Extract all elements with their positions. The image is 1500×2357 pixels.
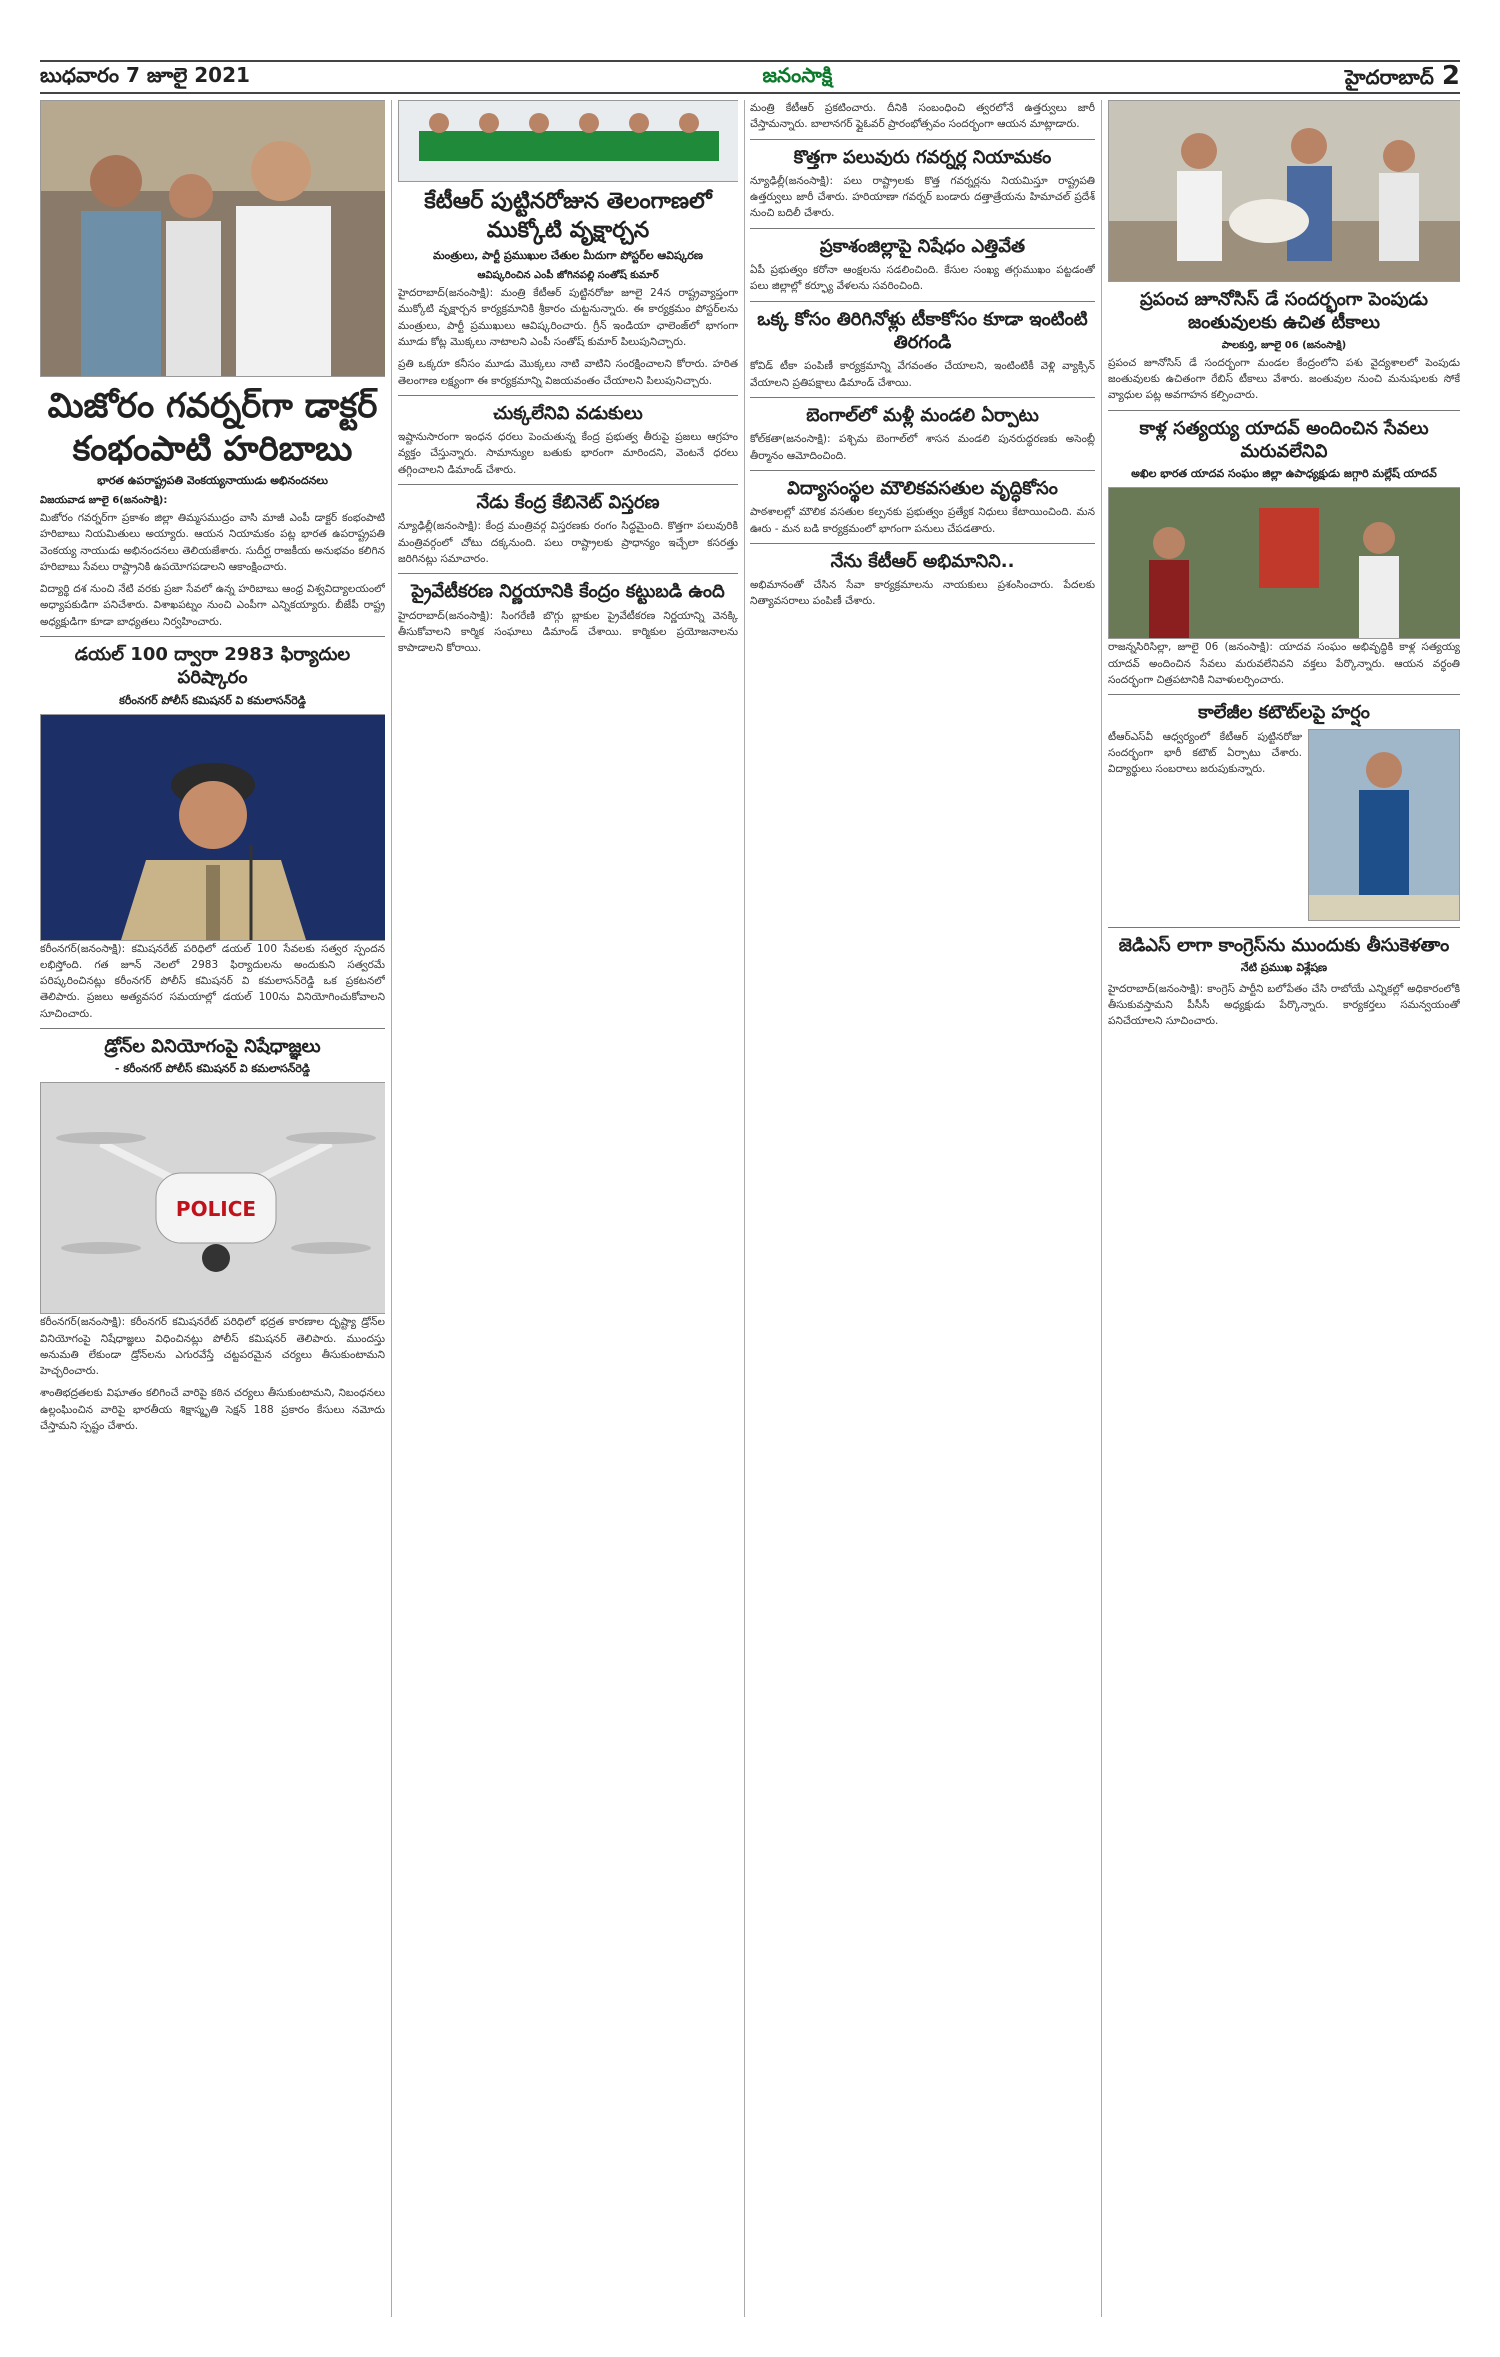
article-text: మంత్రి కేటీఆర్‌ ప్రకటించారు. దీనికి సంబంధించి త్వరలోనే ఉత్తర్వులు జారీ చేస్తామన్నారు. బాలానగర్‌ ఫ్లైఓవర్‌ ప్రారంభోత్సవం సందర్భంగా ఆయన మాట్లాడారు. xyxy=(750,102,1095,131)
poster-launch-photo xyxy=(398,100,738,182)
column-4 xyxy=(1108,100,1460,2317)
headline-yadav: కాళ్ల సత్యయ్య యాదవ్‌ అందించిన సేవలు మరువలేనివి xyxy=(1139,417,1429,462)
police-drone-photo xyxy=(40,1082,385,1314)
headline-governor: మిజోరం గవర్నర్‌గా డాక్టర్‌ కంభంపాటి హరిబాబు xyxy=(47,386,378,469)
article-text: న్యూఢిల్లీ(జనంసాక్షి): కేంద్ర మంత్రివర్గ విస్తరణకు రంగం సిద్ధమైంది. కొత్తగా పలువురికి మంత్రివర్గంలో చోటు దక్కనుంది. పలు రాష్ట్రాలకు ప్రాధాన్యం ఇచ్చేలా కసరత్తు జరిగినట్లు సమాచారం. xyxy=(398,520,738,565)
headline-prakasam: ప్రకాశంజిల్లాపై నిషేధం ఎత్తివేత xyxy=(819,235,1026,257)
article-text: అభిమానంతో చేసిన సేవా కార్యక్రమాలను నాయకులు ప్రశంసించారు. పేదలకు నిత్యావసరాలు పంపిణీ చేశారు. xyxy=(750,579,1095,608)
headline-drones: డ్రోన్‌ల వినియోగంపై నిషేధాజ్ఞలు xyxy=(104,1035,321,1057)
byline-drones: - కరీంనగర్‌ పోలీస్‌ కమిషనర్‌ వి కమలాసన్‌రెడ్డి xyxy=(114,1062,311,1076)
article-text: టీఆర్‌ఎస్‌వీ ఆధ్వర్యంలో కేటీఆర్‌ పుట్టినరోజు సందర్భంగా భారీ కటౌట్‌ ఏర్పాటు చేశారు. విద్యార్థులు సంబరాలు జరుపుకున్నారు. xyxy=(1108,730,1302,776)
subhead-vriksharchana: మంత్రులు, పార్టీ ప్రముఖుల చేతుల మీదుగా పోస్టర్‌ల ఆవిష్కరణ xyxy=(432,249,703,263)
cutout-photo xyxy=(1308,729,1460,921)
page-number: 2 xyxy=(1441,60,1460,91)
drone-police-label: POLICE xyxy=(175,1197,257,1222)
article-text: కరీంనగర్‌(జనంసాక్షి): కరీంనగర్‌ కమిషనరేట్‌ పరిధిలో భద్రత కారణాల దృష్ట్యా డ్రోన్‌ల వినియోగంపై నిషేధాజ్ఞలు విధించినట్లు పోలీస్‌ కమిషనర్‌ తెలిపారు. ముందస్తు అనుమతి లేకుండా డ్రోన్‌లను ఎగురవేస్తే చట్టపరమైన చర్యలు తీసుకుంటామని హెచ్చరించారు. xyxy=(40,1316,385,1378)
edition-city: హైదరాబాద్ xyxy=(1344,64,1434,89)
headline-dial100: డయల్‌ 100 ద్వారా 2983 ఫిర్యాదుల పరిష్కారం xyxy=(74,643,351,689)
article-text: ఇష్టానుసారంగా ఇంధన ధరలు పెంచుతున్న కేంద్ర ప్రభుత్వ తీరుపై ప్రజలు ఆగ్రహం వ్యక్తం చేస్తున్నారు. సామాన్యుల బతుకు భారంగా మారిందని, వెంటనే ధరలు తగ్గించాలని డిమాండ్‌ చేశారు. xyxy=(398,431,738,476)
column-2 xyxy=(398,100,738,2317)
headline-cabinet: నేడు కేంద్ర కేబినెట్‌ విస్తరణ xyxy=(476,491,660,513)
headline-bengal: బెంగాల్‌లో మళ్లీ మండలి ఏర్పాటు xyxy=(806,404,1039,426)
governor-photo xyxy=(40,100,385,377)
article-text: పాఠశాలల్లో మౌలిక వసతుల కల్పనకు ప్రభుత్వం ప్రత్యేక నిధులు కేటాయించింది. మన ఊరు - మన బడి కార్యక్రమంలో భాగంగా పనులు చేపడతారు. xyxy=(750,506,1095,535)
article-text: న్యూఢిల్లీ(జనంసాక్షి): పలు రాష్ట్రాలకు కొత్త గవర్నర్లను నియమిస్తూ రాష్ట్రపతి ఉత్తర్వులు జారీ చేశారు. హరియాణా గవర్నర్‌ బండారు దత్తాత్రేయను హిమాచల్‌ ప్రదేశ్‌ నుంచి బదిలీ చేశారు. xyxy=(750,174,1095,220)
headline-cutouts: కాలేజీల కటౌట్‌లపై హర్షం xyxy=(1198,702,1370,724)
headline-vriksharchana: కేటీఆర్‌ పుట్టినరోజున తెలంగాణలో ముక్కోటి వృక్షార్చన xyxy=(424,189,712,243)
sheep-vaccination-photo xyxy=(1108,100,1460,282)
byline-zoonosis: పాలకుర్తి, జూలై 06 (జనంసాక్షి) xyxy=(1221,339,1347,351)
masthead xyxy=(40,60,1460,94)
headline-governors: కొత్తగా పలువురు గవర్నర్ల నియామకం xyxy=(793,146,1052,168)
headline-zoonosis: ప్రపంచ జూనోసిస్‌ డే సందర్భంగా పెంపుడు జంతువులకు ఉచిత టీకాలు xyxy=(1139,289,1429,334)
paper-logo[interactable]: జనంసాక్షి xyxy=(762,62,833,87)
byline-governor: విజయవాడ జూలై 6(జనంసాక్షి): xyxy=(40,495,168,506)
article-text: ఏపీ ప్రభుత్వం కరోనా ఆంక్షలను సడలించింది. కేసుల సంఖ్య తగ్గుముఖం పట్టడంతో పలు జిల్లాల్లో కర్ఫ్యూ వేళలను సవరించింది. xyxy=(750,264,1095,293)
column-1 xyxy=(40,100,385,2317)
headline-vaccine: ఒక్క కోసం తిరిగినోళ్లు టీకాకోసం కూడా ఇంటింటి తిరగండి xyxy=(757,308,1088,354)
article-text: రాజన్నసిరిసిల్లా, జూలై 06 (జనంసాక్షి): యాదవ సంఘం అభివృద్ధికి కాళ్ల సత్యయ్య యాదవ్‌ అందించిన సేవలు మరువలేనివని వక్తలు పేర్కొన్నారు. ఆయన వర్ధంతి సందర్భంగా చిత్రపటానికి నివాళులర్పించారు. xyxy=(1108,641,1460,686)
headline-fuel: చుక్కలేనివి వడుకులు xyxy=(493,402,643,424)
article-text: కరీంనగర్‌(జనంసాక్షి): కమిషనరేట్‌ పరిధిలో డయల్‌ 100 సేవలకు సత్వర స్పందన లభిస్తోంది. గత జూన్‌ నెలలో 2983 ఫిర్యాదులను అందుకుని సత్వరమే పరిష్కరించినట్లు కరీంనగర్‌ పోలీస్‌ కమిషనర్‌ వి కమలాసన్‌రెడ్డి ఒక ప్రకటనలో తెలిపారు. ప్రజలు అత్యవసర సమయాల్లో డయల్‌ 100ను వినియోగించుకోవాలని సూచించారు. xyxy=(40,942,385,1020)
byline-vriksharchana: ఆవిష్కరించిన ఎంపీ జోగినపల్లి సంతోష్‌ కుమార్‌ xyxy=(477,270,659,282)
article-text: విద్యార్థి దశ నుంచి నేటి వరకు ప్రజా సేవలో ఉన్న హరిబాబు ఆంధ్ర విశ్వవిద్యాలయంలో అధ్యాపకుడిగా పనిచేశారు. విశాఖపట్నం నుంచి ఎంపీగా ఎన్నికయ్యారు. బీజేపీ రాష్ట్ర అధ్యక్షుడిగా కూడా బాధ్యతలు నిర్వహించారు. xyxy=(40,583,385,628)
headline-congress: జెడిఎస్‌ లాగా కాంగ్రెస్‌ను ముందుకు తీసుకెళతాం xyxy=(1118,934,1450,956)
headline-schools: విద్యాసంస్థల మౌలికవసతుల వృద్ధికోసం xyxy=(787,477,1058,499)
headline-privatisation: ప్రైవేటీకరణ నిర్ణయానికి కేంద్రం కట్టుబడి ఉంది xyxy=(411,581,725,603)
subhead-congress: నేటి ప్రముఖ విశ్లేషణ xyxy=(1240,960,1328,974)
article-text: హైదరాబాద్‌(జనంసాక్షి): కాంగ్రెస్‌ పార్టీని బలోపేతం చేసి రాబోయే ఎన్నికల్లో అధికారంలోకి తీసుకువస్తామని పీసీసీ అధ్యక్షుడు పేర్కొన్నారు. కార్యకర్తలు సమన్వయంతో పనిచేయాలని సూచించారు. xyxy=(1108,982,1460,1028)
tribute-photo xyxy=(1108,487,1460,639)
article-text: కోల్‌కతా(జనంసాక్షి): పశ్చిమ బెంగాల్‌లో శాసన మండలి పునరుద్ధరణకు అసెంబ్లీ తీర్మానం ఆమోదించింది. xyxy=(750,433,1095,462)
article-text: శాంతిభద్రతలకు విఘాతం కలిగించే వారిపై కఠిన చర్యలు తీసుకుంటామని, నిబంధనలు ఉల్లంఘించిన వారిపై భారతీయ శిక్షాస్మృతి సెక్షన్‌ 188 ప్రకారం కేసులు నమోదు చేస్తామని స్పష్టం చేశారు. xyxy=(40,1387,385,1432)
article-text: ప్రపంచ జూనోసిస్‌ డే సందర్భంగా మండల కేంద్రంలోని పశు వైద్యశాలలో పెంపుడు జంతువులకు ఉచితంగా రేబిస్‌ టీకాలు వేశారు. జంతువుల నుంచి మనుషులకు సోకే వ్యాధుల పట్ల అవగాహన కల్పించారు. xyxy=(1108,356,1460,402)
article-text: ప్రతి ఒక్కరూ కనీసం మూడు మొక్కలు నాటి వాటిని సంరక్షించాలని కోరారు. హరిత తెలంగాణ లక్ష్యంగా ఈ కార్యక్రమాన్ని విజయవంతం చేయాలని పిలుపునిచ్చారు. xyxy=(398,358,738,387)
article-text: హైదరాబాద్‌(జనంసాక్షి): సింగరేణి బొగ్గు బ్లాకుల ప్రైవేటీకరణ నిర్ణయాన్ని వెనక్కి తీసుకోవాలని కార్మిక సంఘాలు డిమాండ్‌ చేశాయి. కార్మికుల ప్రయోజనాలను కాపాడాలని కోరాయి. xyxy=(398,609,738,655)
article-text: మిజోరం గవర్నర్‌గా ప్రకాశం జిల్లా తిమ్మసముద్రం వాసి మాజీ ఎంపీ డాక్టర్‌ కంభంపాటి హరిబాబు నియమితులు అయ్యారు. ఆయన నియామకం పట్ల భారత ఉపరాష్ట్రపతి వెంకయ్య నాయుడు అభినందనలు తెలియజేశారు. సుదీర్ఘ రాజకీయ అనుభవం కలిగిన హరిబాబు సేవలు రాష్ట్రానికి ఉపయోగపడాలని ఆకాంక్షించారు. xyxy=(40,512,385,573)
article-text: కోవిడ్‌ టీకా పంపిణీ కార్యక్రమాన్ని వేగవంతం చేయాలని, ఇంటింటికీ వెళ్లి వ్యాక్సిన్‌ వేయాలని ప్రతిపక్షాలు డిమాండ్‌ చేశాయి. xyxy=(750,360,1095,389)
headline-ktr-fan: నేను కేటీఆర్‌ అభిమానిని.. xyxy=(830,550,1015,572)
issue-date: బుధవారం 7 జూలై 2021 xyxy=(40,62,250,87)
byline-dial100: కరీంనగర్‌ పోలీస్‌ కమిషనర్‌ వి కమలాసన్‌రెడ్డి xyxy=(119,693,306,707)
article-text: హైదరాబాద్‌(జనంసాక్షి): మంత్రి కేటీఆర్‌ పుట్టినరోజు జూలై 24న రాష్ట్రవ్యాప్తంగా ముక్కోటి వృక్షార్చన కార్యక్రమానికి శ్రీకారం చుట్టనున్నారు. ఈ కార్యక్రమం పోస్టర్‌లను మంత్రులు, పార్టీ ప్రముఖులు ఆవిష్కరించారు. గ్రీన్‌ ఇండియా ఛాలెంజ్‌లో భాగంగా మూడు కోట్ల మొక్కలు నాటాలని ఎంపీ సంతోష్‌ కుమార్‌ పిలుపునిచ్చారు. xyxy=(398,287,738,348)
subhead-governor: భారత ఉపరాష్ట్రపతి వెంకయ్యనాయుడు అభినందనలు xyxy=(97,474,328,487)
subhead-yadav: అఖిల భారత యాదవ సంఘం జిల్లా ఉపాధ్యక్షుడు జగ్గారి మల్లేష్‌ యాదవ్‌ xyxy=(1131,467,1437,481)
column-3 xyxy=(750,100,1095,2317)
commissioner-photo xyxy=(40,714,385,941)
